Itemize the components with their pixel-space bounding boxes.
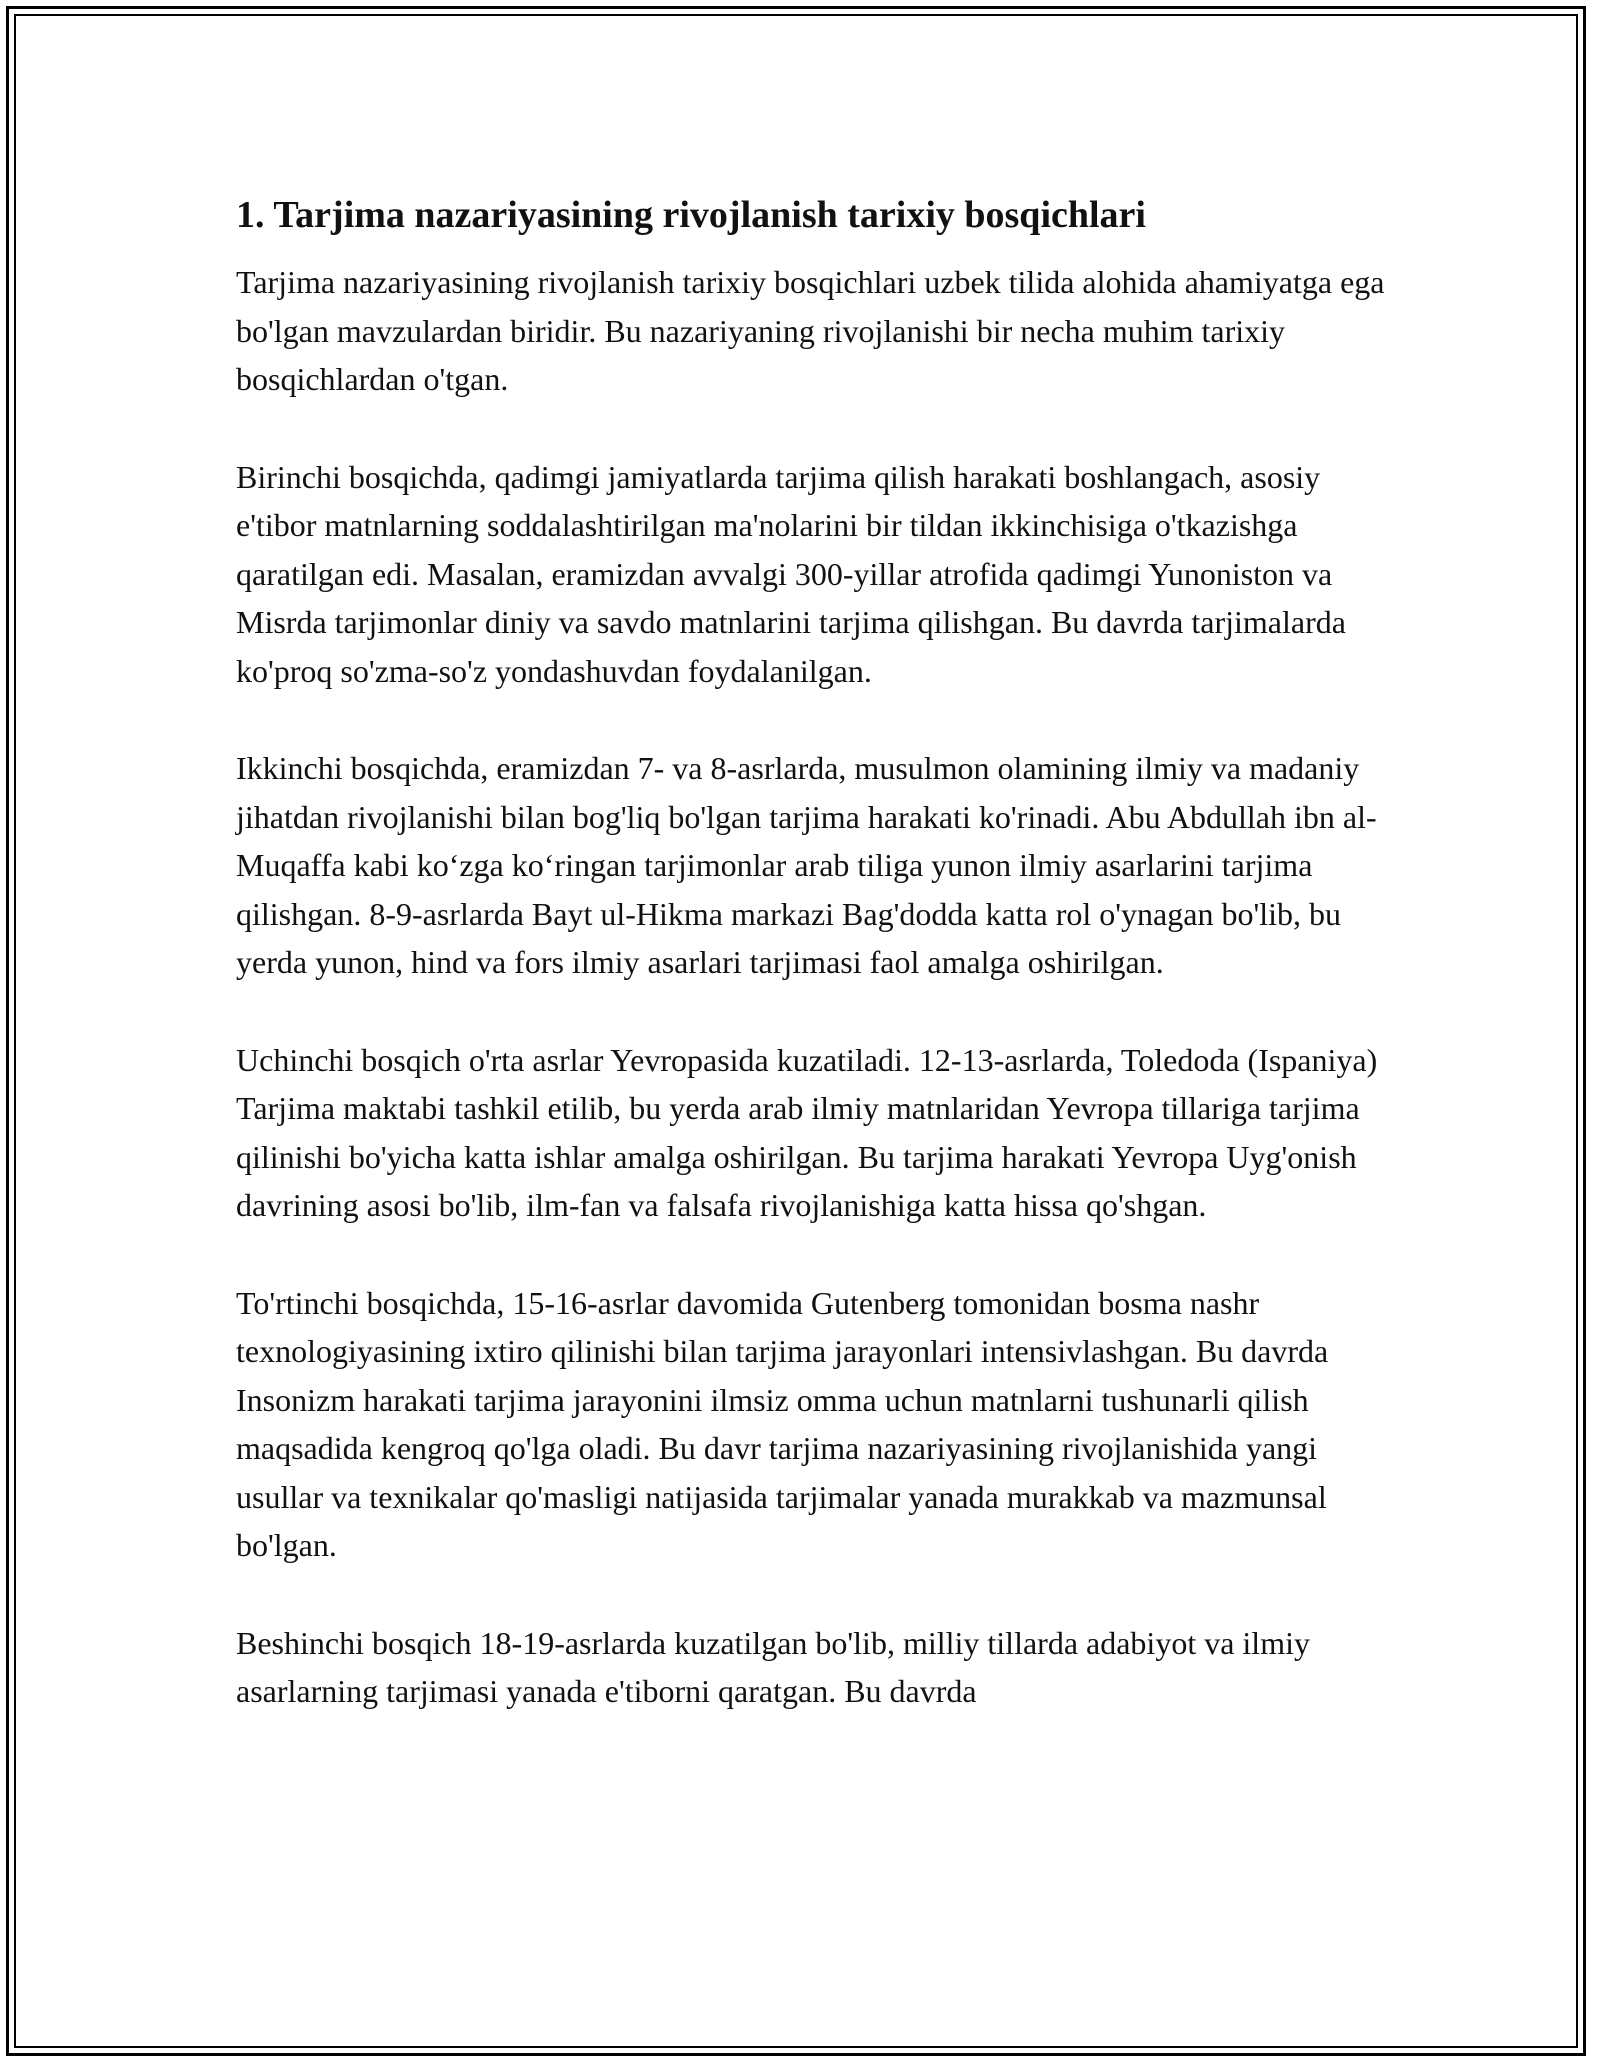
paragraph-fifth-stage: Beshinchi bosqich 18-19-asrlarda kuzatilgan bo'lib, milliy tillarda adabiyot va ilmiy asarlarning tarjimasi yanada e'tiborni qaratgan. Bu davrda [236, 1624, 1310, 1709]
document-title: 1. Tarjima nazariyasining rivojlanish tarixiy bosqichlari [236, 194, 1146, 236]
paragraph-intro: Tarjima nazariyasining rivojlanish tarixiy bosqichlari uzbek tilida alohida ahamiyatga ega bo'lgan mavzulardan biridir. Bu nazariyaning rivojlanishi bir necha muhim tarixiy bosqichlardan o'tgan. [236, 264, 1385, 397]
paragraph-fourth-stage: To'rtinchi bosqichda, 15-16-asrlar davomida Gutenberg tomonidan bosma nashr texnologiyasining ixtiro qilinishi bilan tarjima jarayonlari intensivlashgan. Bu davrda Insonizm harakati tarjima jarayonini ilmsiz omma uchun matnlarni tushunarli qilish maqsadida kengroq qo'lga oladi. Bu davr tarjima nazariyasining rivojlanishida yangi usullar va texnikalar qo'masligi natijasida tarjimalar yanada murakkab va mazmunsal bo'lgan. [236, 1284, 1329, 1563]
paragraph-first-stage: Birinchi bosqichda, qadimgi jamiyatlarda tarjima qilish harakati boshlangach, asosiy e'tibor matnlarning soddalashtirilgan ma'nolarini bir tildan ikkinchisiga o'tkazishga qaratilgan edi. Masalan, eramizdan avvalgi 300-yillar atrofida qadimgi Yunoniston va Misrda tarjimonlar diniy va savdo matnlarini tarjima qilishgan. Bu davrda tarjimalarda ko'proq so'zma-so'z yondashuvdan foydalanilgan. [236, 458, 1346, 689]
document-body [236, 186, 1386, 1716]
paragraph-third-stage: Uchinchi bosqich o'rta asrlar Yevropasida kuzatiladi. 12-13-asrlarda, Toledoda (Ispaniya) Tarjima maktabi tashkil etilib, bu yerda arab ilmiy matnlaridan Yevropa tillariga tarjima qilinishi bo'yicha katta ishlar amalga oshirilgan. Bu tarjima harakati Yevropa Uyg'onish davrining asosi bo'lib, ilm-fan va falsafa rivojlanishiga katta hissa qo'shgan. [236, 1041, 1378, 1223]
paragraph-second-stage: Ikkinchi bosqichda, eramizdan 7- va 8-asrlarda, musulmon olamining ilmiy va madaniy jihatdan rivojlanishi bilan bog'liq bo'lgan tarjima harakati ko'rinadi. Abu Abdullah ibn al-Muqaffa kabi ko‘zga ko‘ringan tarjimonlar arab tiliga yunon ilmiy asarlarini tarjima qilishgan. 8-9-asrlarda Bayt ul-Hikma markazi Bag'dodda katta rol o'ynagan bo'lib, bu yerda yunon, hind va fors ilmiy asarlari tarjimasi faol amalga oshirilgan. [236, 750, 1377, 980]
